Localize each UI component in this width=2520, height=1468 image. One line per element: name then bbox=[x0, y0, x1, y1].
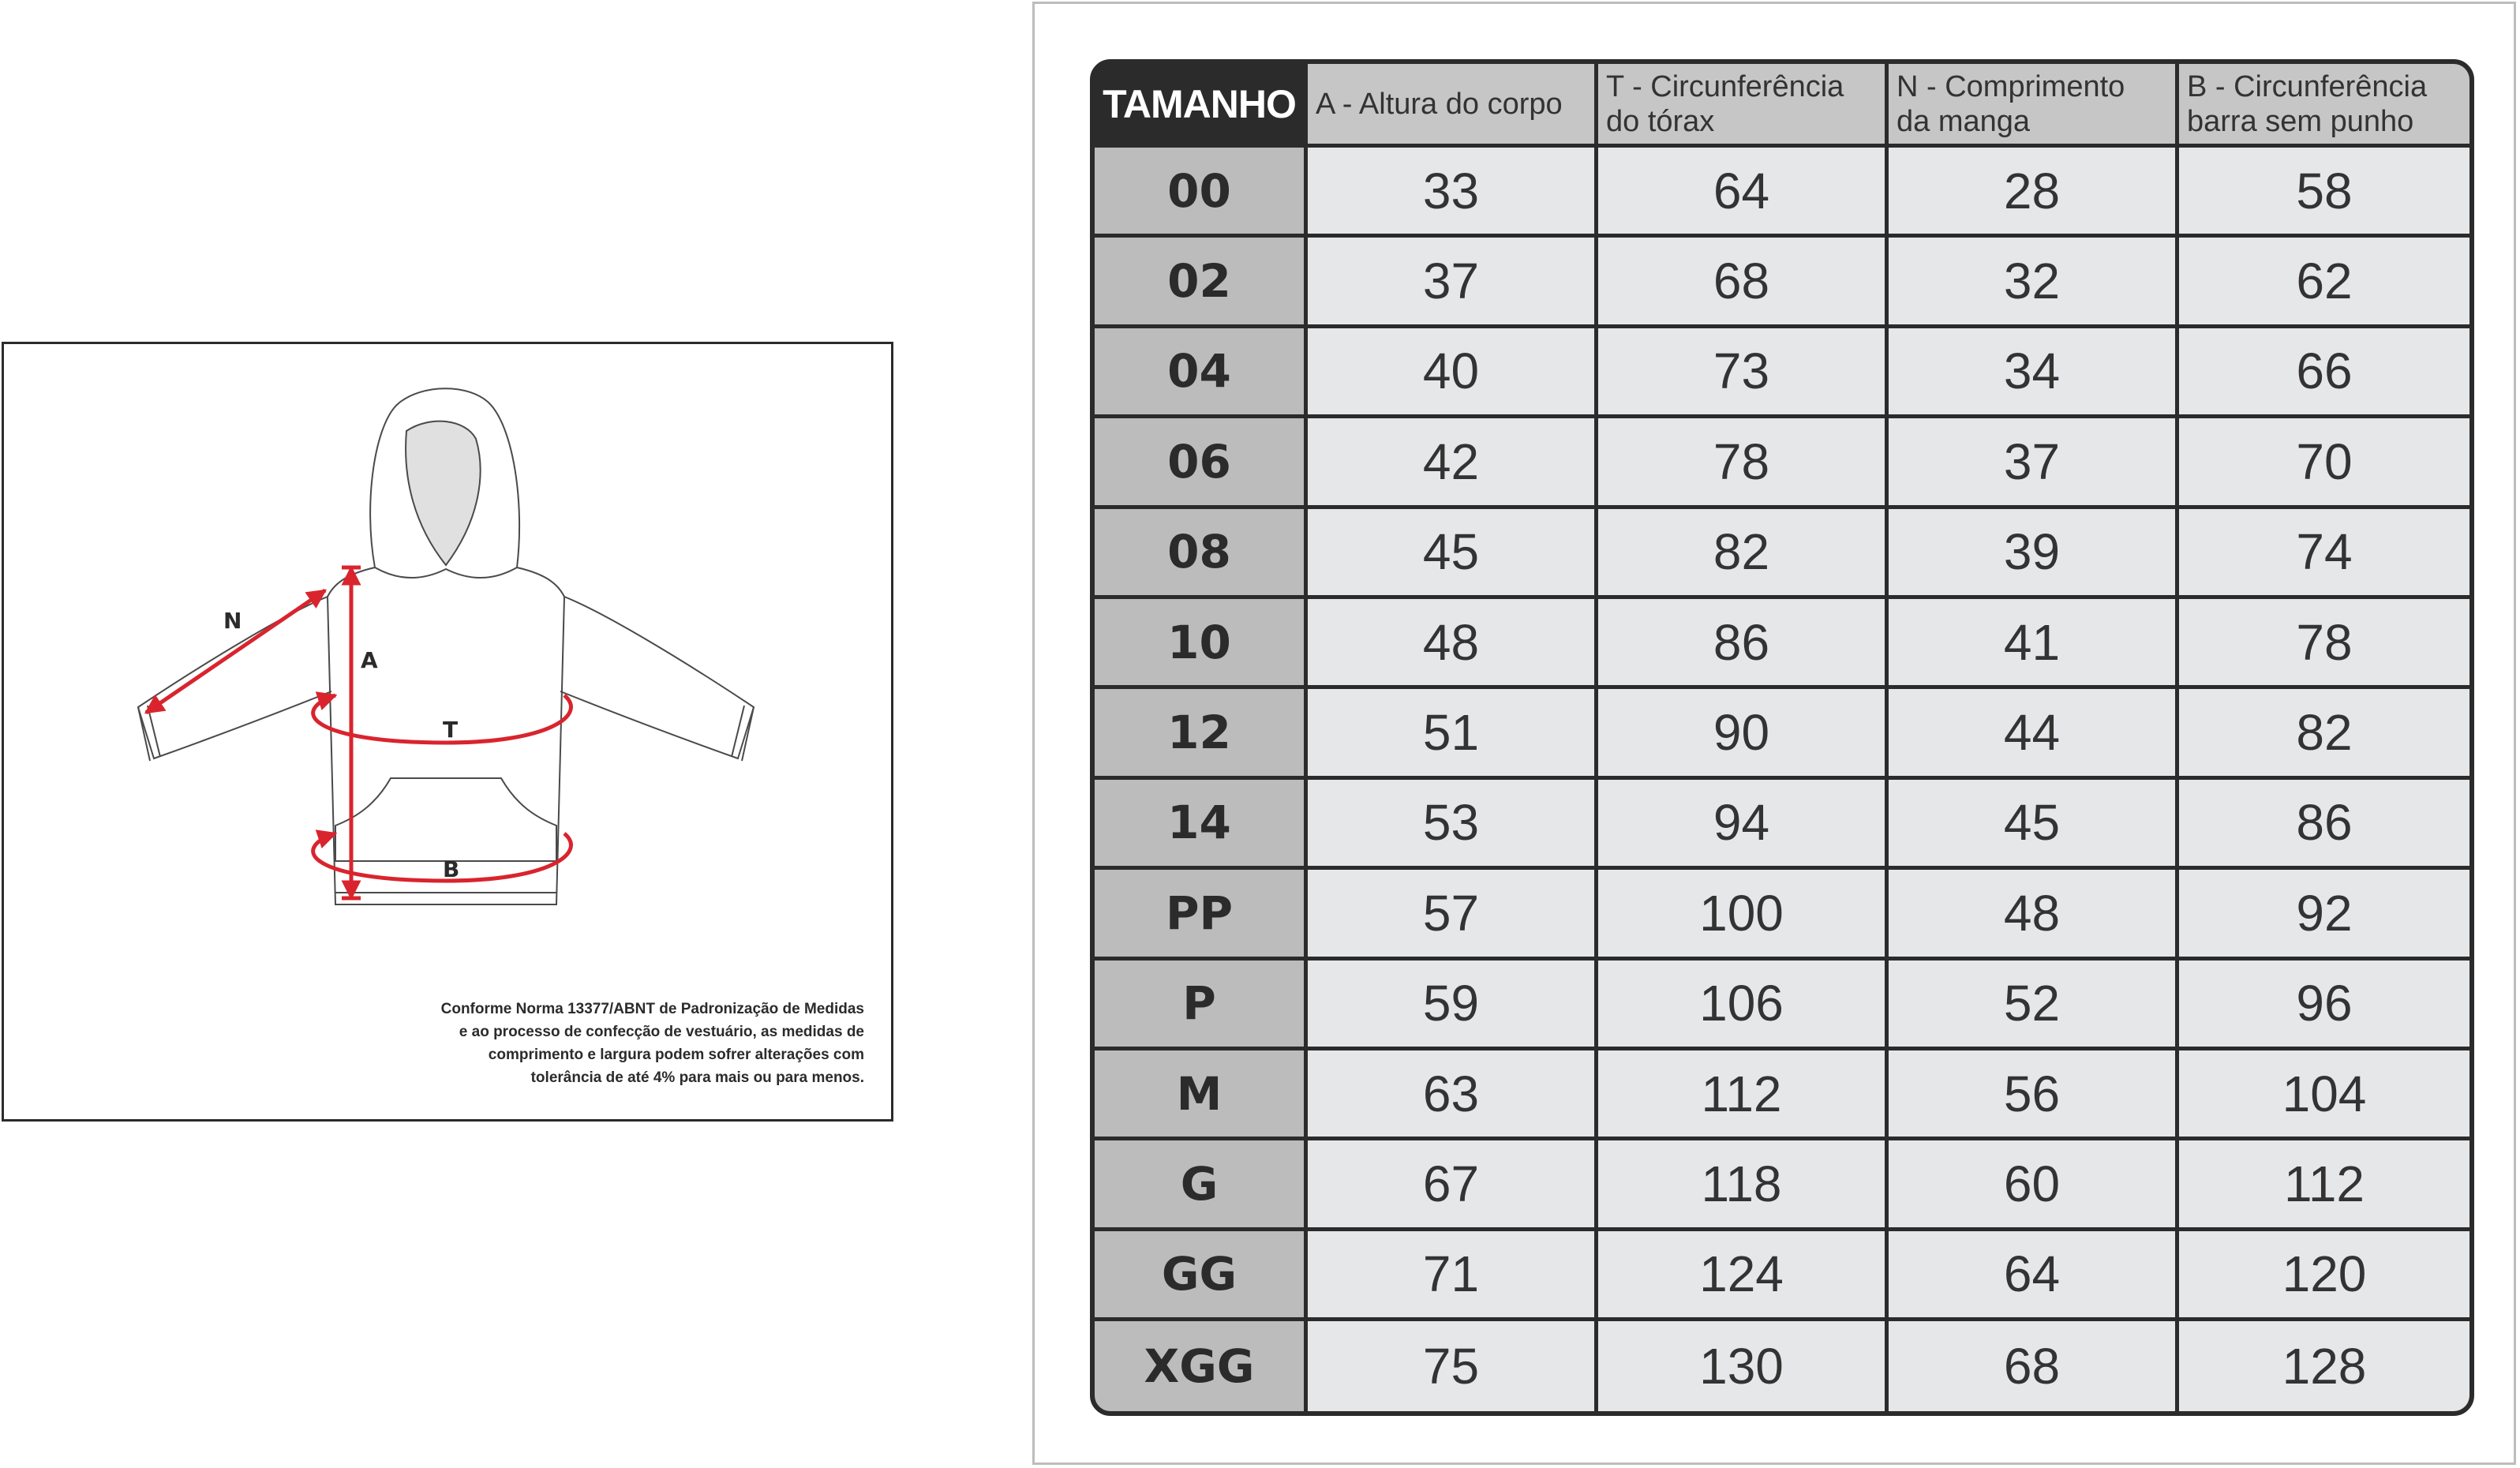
chest-value: 82 bbox=[1598, 509, 1889, 599]
body-height-value: 71 bbox=[1308, 1231, 1598, 1321]
chest-value: 64 bbox=[1598, 148, 1889, 238]
right-cuff bbox=[732, 706, 754, 761]
size-label: GG bbox=[1095, 1231, 1308, 1321]
hem-value: 120 bbox=[2179, 1231, 2469, 1321]
hem-value: 74 bbox=[2179, 509, 2469, 599]
header-size: TAMANHO bbox=[1095, 64, 1308, 148]
size-label: 00 bbox=[1095, 148, 1308, 238]
hem-value: 112 bbox=[2179, 1140, 2469, 1230]
body-height-value: 37 bbox=[1308, 238, 1598, 328]
sleeve-value: 34 bbox=[1889, 328, 2179, 418]
hem-value: 96 bbox=[2179, 961, 2469, 1050]
chest-value: 112 bbox=[1598, 1050, 1889, 1140]
header-body-height-text: A - Altura do corpo bbox=[1316, 87, 1563, 121]
hem-value: 128 bbox=[2179, 1321, 2469, 1411]
table-row bbox=[1095, 1050, 2469, 1140]
table-row bbox=[1095, 961, 2469, 1050]
size-label: 14 bbox=[1095, 780, 1308, 870]
hem-value: 58 bbox=[2179, 148, 2469, 238]
sleeve-value: 44 bbox=[1889, 689, 2179, 779]
label-body-height: A bbox=[361, 647, 378, 673]
size-label: 02 bbox=[1095, 238, 1308, 328]
abnt-norm-note bbox=[422, 998, 864, 1089]
sleeve-value: 32 bbox=[1889, 238, 2179, 328]
chest-value: 118 bbox=[1598, 1140, 1889, 1230]
header-line: N - Comprimento bbox=[1897, 69, 2125, 103]
sleeve-value: 68 bbox=[1889, 1321, 2179, 1411]
sleeve-value: 39 bbox=[1889, 509, 2179, 599]
table-row bbox=[1095, 780, 2469, 870]
table-row bbox=[1095, 509, 2469, 599]
sleeve-value: 52 bbox=[1889, 961, 2179, 1050]
hem-value: 86 bbox=[2179, 780, 2469, 870]
size-label: PP bbox=[1095, 870, 1308, 960]
body-height-value: 45 bbox=[1308, 509, 1598, 599]
header-line: barra sem punho bbox=[2187, 104, 2414, 138]
note-line: tolerância de até 4% para mais ou para menos. bbox=[530, 1069, 864, 1086]
table-row bbox=[1095, 148, 2469, 238]
label-sleeve: N bbox=[223, 608, 242, 634]
hem-value: 104 bbox=[2179, 1050, 2469, 1140]
size-table-body bbox=[1095, 148, 2469, 1411]
size-label: 04 bbox=[1095, 328, 1308, 418]
body-height-value: 48 bbox=[1308, 599, 1598, 689]
body-height-value: 40 bbox=[1308, 328, 1598, 418]
hoodie-outline bbox=[138, 388, 754, 904]
chest-value: 68 bbox=[1598, 238, 1889, 328]
table-row bbox=[1095, 328, 2469, 418]
table-row bbox=[1095, 1231, 2469, 1321]
size-label: P bbox=[1095, 961, 1308, 1050]
size-label: 08 bbox=[1095, 509, 1308, 599]
header-sleeve-length bbox=[1889, 64, 2179, 148]
label-hem: B bbox=[443, 856, 460, 882]
chest-value: 94 bbox=[1598, 780, 1889, 870]
size-label: G bbox=[1095, 1140, 1308, 1230]
header-chest-circumference bbox=[1598, 64, 1889, 148]
size-label: 06 bbox=[1095, 418, 1308, 508]
header-line: da manga bbox=[1897, 104, 2031, 138]
left-cuff bbox=[138, 706, 160, 761]
chest-value: 86 bbox=[1598, 599, 1889, 689]
body-height-value: 33 bbox=[1308, 148, 1598, 238]
size-label: M bbox=[1095, 1050, 1308, 1140]
size-table bbox=[1090, 59, 2474, 1416]
header-line: T - Circunferência bbox=[1606, 69, 1844, 103]
chest-value: 100 bbox=[1598, 870, 1889, 960]
sleeve-value: 48 bbox=[1889, 870, 2179, 960]
hem-value: 70 bbox=[2179, 418, 2469, 508]
right-sleeve bbox=[560, 597, 754, 758]
label-chest: T bbox=[443, 717, 459, 743]
sleeve-value: 56 bbox=[1889, 1050, 2179, 1140]
body-height-value: 53 bbox=[1308, 780, 1598, 870]
sleeve-value: 45 bbox=[1889, 780, 2179, 870]
hem-value: 78 bbox=[2179, 599, 2469, 689]
chest-value: 130 bbox=[1598, 1321, 1889, 1411]
hem-value: 82 bbox=[2179, 689, 2469, 779]
size-label: 10 bbox=[1095, 599, 1308, 689]
table-row bbox=[1095, 238, 2469, 328]
sleeve-value: 64 bbox=[1889, 1231, 2179, 1321]
sleeve-value: 41 bbox=[1889, 599, 2179, 689]
body-height-value: 59 bbox=[1308, 961, 1598, 1050]
header-line: B - Circunferência bbox=[2187, 69, 2428, 103]
measurement-diagram-panel bbox=[2, 342, 893, 1122]
table-row bbox=[1095, 599, 2469, 689]
body-height-value: 63 bbox=[1308, 1050, 1598, 1140]
sleeve-value: 60 bbox=[1889, 1140, 2179, 1230]
measurement-guides bbox=[146, 567, 571, 898]
header-hem-circumference bbox=[2179, 64, 2469, 148]
body-height-value: 51 bbox=[1308, 689, 1598, 779]
chest-value: 106 bbox=[1598, 961, 1889, 1050]
table-row bbox=[1095, 1140, 2469, 1230]
body-height-value: 42 bbox=[1308, 418, 1598, 508]
chest-value: 90 bbox=[1598, 689, 1889, 779]
hem-value: 92 bbox=[2179, 870, 2469, 960]
sleeve-value: 28 bbox=[1889, 148, 2179, 238]
chest-value: 124 bbox=[1598, 1231, 1889, 1321]
table-header-row bbox=[1095, 64, 2469, 148]
header-body-height bbox=[1308, 64, 1598, 148]
body-height-value: 67 bbox=[1308, 1140, 1598, 1230]
body-height-value: 57 bbox=[1308, 870, 1598, 960]
note-line: comprimento e largura podem sofrer alterações com bbox=[488, 1047, 864, 1063]
kangaroo-pocket bbox=[335, 778, 556, 861]
hem-value: 62 bbox=[2179, 238, 2469, 328]
size-label: 12 bbox=[1095, 689, 1308, 779]
table-row bbox=[1095, 418, 2469, 508]
chest-value: 78 bbox=[1598, 418, 1889, 508]
table-row bbox=[1095, 689, 2469, 779]
header-line: do tórax bbox=[1606, 104, 1715, 138]
note-line: e ao processo de confecção de vestuário, as medidas de bbox=[459, 1024, 864, 1040]
note-line: Conforme Norma 13377/ABNT de Padronização de Medidas bbox=[440, 1001, 864, 1017]
table-row bbox=[1095, 1321, 2469, 1411]
table-row bbox=[1095, 870, 2469, 960]
chest-value: 73 bbox=[1598, 328, 1889, 418]
size-label: XGG bbox=[1095, 1321, 1308, 1411]
body-height-value: 75 bbox=[1308, 1321, 1598, 1411]
hood-collar bbox=[375, 567, 517, 578]
hem-value: 66 bbox=[2179, 328, 2469, 418]
size-table-panel bbox=[1032, 2, 2516, 1465]
sleeve-value: 37 bbox=[1889, 418, 2179, 508]
